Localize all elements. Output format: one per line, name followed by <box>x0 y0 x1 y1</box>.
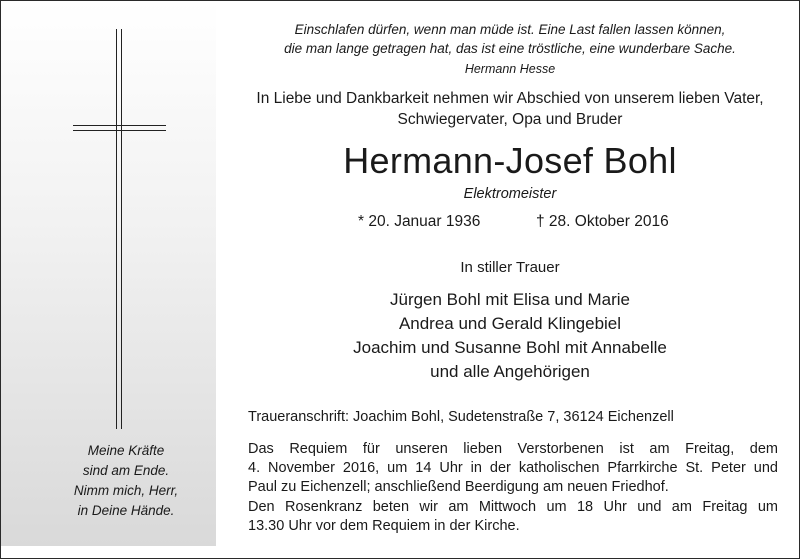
side-verse-line: Nimm mich, Herr, <box>73 483 179 498</box>
deceased-profession: Elektromeister <box>463 186 557 202</box>
notice-line: Den Rosenkranz beten wir am Mittwoch um 18 Uhr und am Freitag um <box>248 498 778 515</box>
family-line: Joachim und Susanne Bohl mit Annabelle <box>353 338 667 357</box>
family-line: Andrea und Gerald Klingebiel <box>398 314 622 333</box>
side-verse <box>41 441 211 521</box>
quote-author: Hermann Hesse <box>464 62 556 76</box>
side-verse-line: Meine Kräfte <box>87 443 165 458</box>
side-panel <box>1 1 216 546</box>
cross-icon <box>116 29 122 429</box>
side-verse-line: sind am Ende. <box>82 463 170 478</box>
quote-line: die man lange getragen hat, das ist eine tröstliche, eine wunderbare Sache. <box>284 41 736 56</box>
notice-line: 4. November 2016, um 14 Uhr in der katholischen Pfarrkirche St. Peter und <box>248 460 778 477</box>
notice-line: Das Requiem für unseren lieben Verstorbenen ist am Freitag, dem <box>248 441 778 457</box>
notice-line: Paul zu Eichenzell; anschließend Beerdigung am neuen Friedhof. <box>248 479 669 496</box>
family-line: Jürgen Bohl mit Elisa und Marie <box>389 290 630 309</box>
cross-bar <box>73 125 166 131</box>
deceased-name: Hermann-Josef Bohl <box>343 140 677 181</box>
notice-line: 13.30 Uhr vor dem Requiem in der Kirche. <box>248 517 520 534</box>
mourning-heading: In stiller Trauer <box>460 259 560 276</box>
intro-line: In Liebe und Dankbarkeit nehmen wir Abschied von unserem lieben Vater, <box>256 90 764 107</box>
death-date: † 28. Oktober 2016 <box>536 213 669 230</box>
side-verse-line: in Deine Hände. <box>77 503 175 518</box>
quote-line: Einschlafen dürfen, wenn man müde ist. Eine Last fallen lassen können, <box>294 22 726 37</box>
service-notice <box>248 440 778 536</box>
birth-date: * 20. Januar 1936 <box>358 213 481 230</box>
mourning-address: Traueranschrift: Joachim Bohl, Sudetenstraße 7, 36124 Eichenzell <box>248 409 674 425</box>
family-line: und alle Angehörigen <box>430 362 590 381</box>
intro-line: Schwiegervater, Opa und Bruder <box>397 111 623 128</box>
